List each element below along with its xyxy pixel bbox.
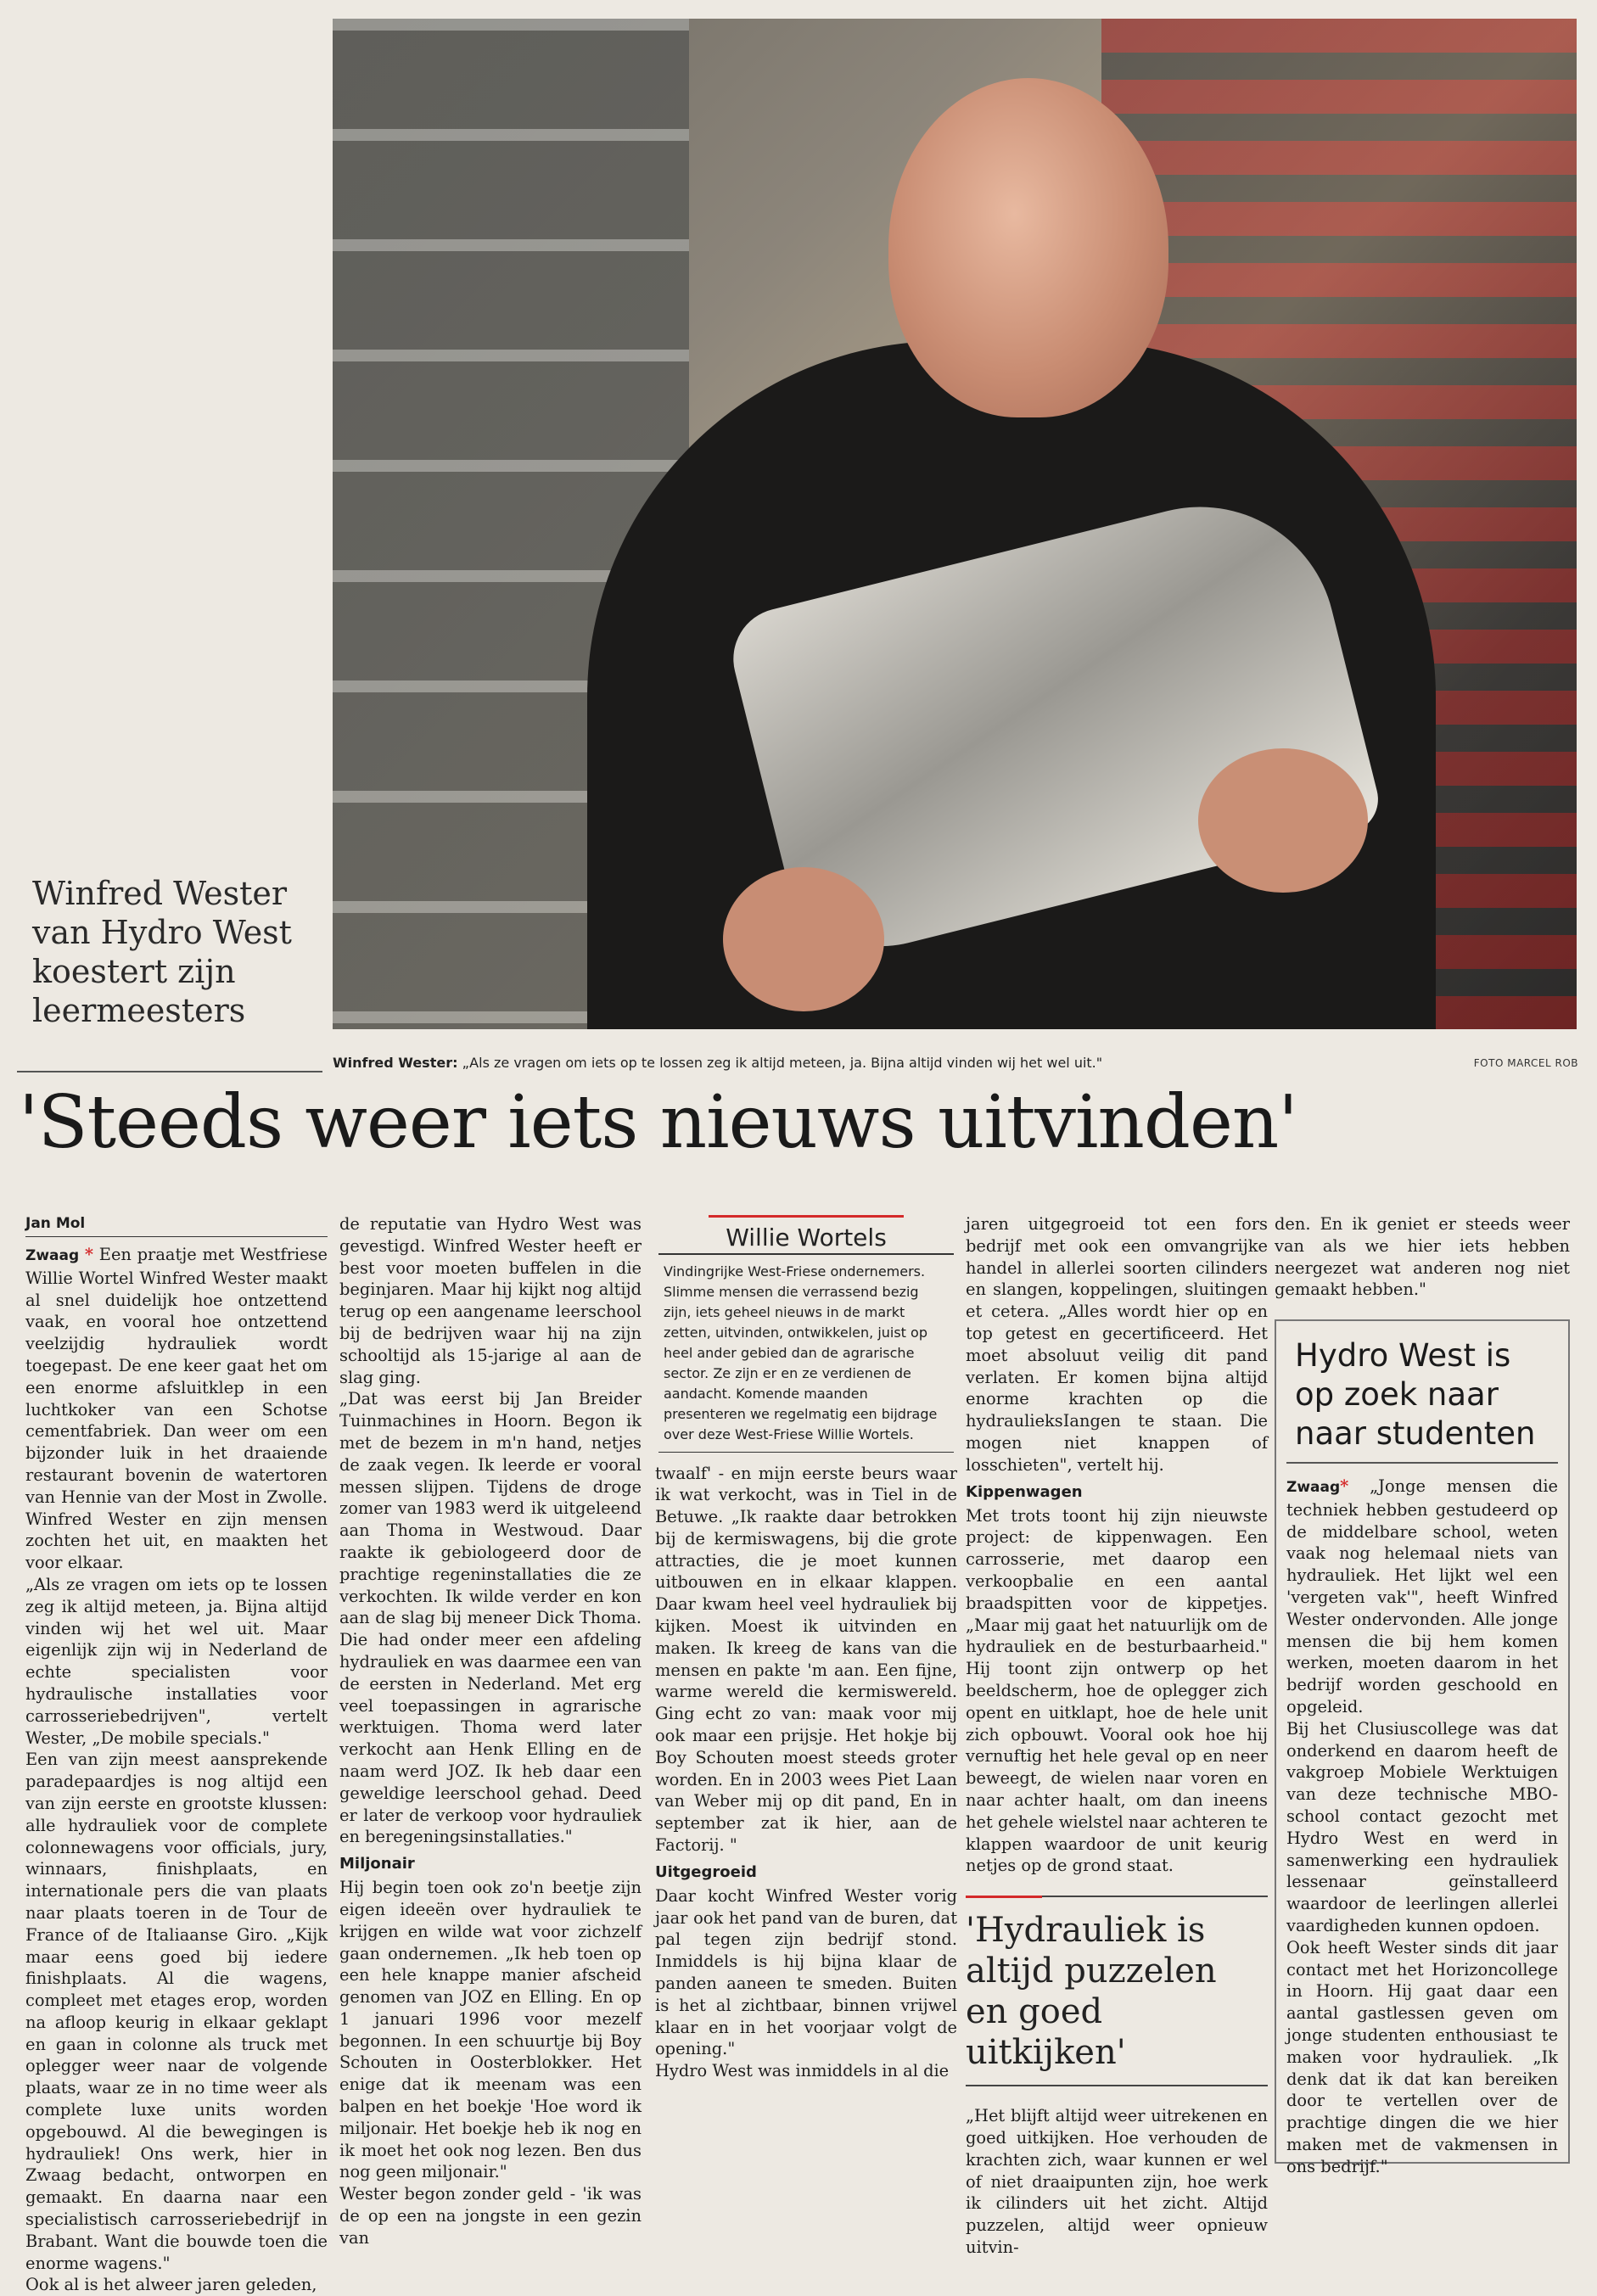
photo-caption xyxy=(333,1055,1393,1071)
byline: Jan Mol xyxy=(25,1213,328,1237)
pull-quote-accent xyxy=(966,1896,1042,1898)
col4-para-1: jaren uitgegroeid tot een fors bedrijf met ook een omvangrijke handel in allerlei soorten cilinders en slangen, koppelingen, sluitingen et cetera. „Alles wordt hier op en top getest en gecertificeerd. Het moet absoluut veilig dit pand verlaten. Er komen bijna altijd enorme krachten op die hydraulieksIangen te staan. Die mogen niet knappen of losschieten", vertelt hij. xyxy=(966,1214,1268,1475)
subhead-uitgegroeid: Uitgegroeid xyxy=(655,1862,757,1881)
col2-para-1: de reputatie van Hydro West was gevestigd. Winfred Wester heeft er best voor moeten buffelen in die beginjaren. Maar hij kijkt nog altijd terug op een aangename leerschool bij de bedrijven waar hij na zijn schooltijd als 15-jarige al aan de slag ging. xyxy=(339,1214,642,1387)
col5-para-1: den. En ik geniet er steeds weer van als we hier iets hebben neergezet wat anderen nog niet gemaakt hebben." xyxy=(1275,1214,1570,1300)
col4-para-2: Met trots toont hij zijn nieuwste project: de kippenwagen. Een carrosserie, met daarop een verkoopbalie en een aantal braadspitten voor de kippetjes. „Maar mij gaat het natuurlijk om de hydrauliek en de besturbaarheid." Hij toont zijn ontwerp op het beeldscherm, hoe de oplegger zich opent en uitklapt, hoe de hele unit zich opbouwt. Vooral ook hoe hij vernuftig het hele geval op en neer beweegt, de wielen naar voren en naar achter haalt, om dan ineens het gehele wielstel naar achteren te klappen waardoor de unit keurig netjes op de grond staat. xyxy=(966,1505,1268,1876)
caption-text: „Als ze vragen om iets op te lossen zeg ik altijd meteen, ja. Bijna altijd vinden wij het wel uit." xyxy=(457,1055,1103,1071)
dateline: Zwaag xyxy=(25,1247,80,1264)
caption-name: Winfred Wester: xyxy=(333,1055,458,1071)
column-2 xyxy=(339,1213,642,2249)
col3-para-3: Hydro West was inmiddels in al die xyxy=(655,2061,950,2081)
column-1 xyxy=(25,1213,328,2296)
sidebar-dateline: Zwaag xyxy=(1286,1479,1341,1496)
col1-para-3: Een van zijn meest aansprekende paradepaardjes is nog altijd een van zijn eerste en grootste klussen: alle hydrauliek voor de complete colonnewagens voor officials, jury, winnaars, finishplaats, en internationale pers die van plaats naar plaats toeren in de Tour de France of de Italiaanse Giro. „Kijk maar eens goed bij iedere finishplaats. Al die wagens, compleet met etages erop, worden na afloop keurig in elkaar geklapt en gaan in colonne als truck met oplegger weer naar de volgende plaats, waar ze in no time weer als complete luxe units worden opgebouwd. Al die bewegingen is hydrauliek! Ons werk, hier in Zwaag bedacht, ontworpen en gemaakt. En daarna naar een specialistisch carrosseriebedrijf in Brabant. Want die bouwde toen die enorme wagens." xyxy=(25,1750,328,2273)
photo-credit: FOTO MARCEL ROB xyxy=(1473,1057,1578,1069)
article-photo xyxy=(333,19,1577,1029)
infobox-willie-wortels xyxy=(655,1215,957,1453)
sidebar-para-1 xyxy=(1286,1476,1558,1718)
col4-para-3: „Het blijft altijd weer uitrekenen en goed uitkijken. Hoe verhouden de krachten zich, waar kunnen er wel of niet draaipunten zijn, hoe werk ik cilinders uit het zicht. Altijd puzzelen, altijd weer opnieuw uitvin- xyxy=(966,2106,1268,2257)
sidebar-star: * xyxy=(1340,1476,1349,1496)
infobox-rule xyxy=(658,1253,954,1255)
col2-para-2: „Dat was eerst bij Jan Breider Tuinmachines in Hoorn. Begon ik met de bezem in m'n hand, netjes de zaak vegen. Ik leerde er vooral messen slijpen. Tijdens de droge zomer van 1983 werd ik uitgeleend aan Thoma in Westwoud. Daar raakte ik gebiologeerd door de prachtige regeninstallaties die ze verkochten. Ik wilde verder en kon aan de slag bij meneer Dick Thoma. Die had onder meer een afdeling hydrauliek en was daarmee een van de eersten in Nederland. Met erg veel toepassingen in agrarische werktuigen. Thoma werd later verkocht aan Henk Elling en de naam werd JOZ. Ik heb daar een geweldige leerschool gehad. Deed er later de verkoop voor hydrauliek en beregeningsinstallaties." xyxy=(339,1389,642,1847)
photo-person-head xyxy=(888,78,1168,417)
col3-para-1: twaalf' - en mijn eerste beurs waar ik wat verkocht, was in Tiel in de Betuwe. „Ik raakte daar betrokken bij de kermiswagens, bij die grote attracties, die je moet kunnen uitbouwen en in elkaar klappen. Daar kwam heel veel hydrauliek bij kijken. Moest ik uitvinden en maken. Ik kreeg de kans van die mensen en pakte 'm aan. Een fijne, warme wereld die kermiswereld. Ging echt zo van: maak voor mij ook maar een prijsje. Het hokje bij Boy Schouten moest steeds groter worden. En in 2003 wees Piet Laan van Weber mij op dit pand, En in september zat ik hier, aan de Factorij. " xyxy=(655,1463,957,1856)
sidebar-box xyxy=(1275,1319,1570,2176)
sidebar-body xyxy=(1286,1476,1558,2178)
sidebar-para-2: Bij het Clusiuscollege was dat onderkend en daarom heeft de vakgroep Mobiele Werktuigen van deze technische MBO-school contact gezocht met Hydro West en werd in samenwerking een hydrauliek lessenaar geïnstalleerd waardoor de leerlingen allerlei vaardigheden kunnen opdoen. xyxy=(1286,1718,1558,1935)
photo-hand-right xyxy=(1198,748,1368,893)
infobox-accent-rule xyxy=(709,1215,904,1218)
headline: 'Steeds weer iets nieuws uitvinden' xyxy=(19,1080,1297,1165)
article-kicker: Winfred Wester van Hydro West koestert zijn leermeesters xyxy=(32,875,292,1029)
pull-quote xyxy=(966,1896,1268,2086)
sidebar-text-1: „Jonge mensen die techniek hebben gestudeerd op de middelbare school, weten vaak nog helemaal niets van hydrauliek. Het lijkt wel een 'vergeten vak'", heeft Winfred Wester ondervonden. Alle jonge mensen die bij hem komen werken, moeten daarom in het bedrijf worden geschoold en opgeleid. xyxy=(1286,1476,1558,1716)
col1-para-4: Ook al is het alweer jaren geleden, xyxy=(25,2275,317,2295)
column-5 xyxy=(1275,1213,1570,1301)
col1-para-1 xyxy=(25,1244,328,1574)
sidebar-title: Hydro West is op zoek naar naar studenten xyxy=(1286,1336,1558,1464)
col2-para-4: Wester begon zonder geld - 'ik was de op een na jongste in een gezin van xyxy=(339,2184,642,2248)
photo-hand-left xyxy=(723,867,884,1011)
infobox-title: Willie Wortels xyxy=(726,1224,887,1252)
col1-text-1: Een praatje met Westfriese Willie Wortel Winfred Wester maakt al snel duidelijk hoe ontzettend vaak, en vooral hoe ontzettend veelzijdig hydrauliek wordt toegepast. De ene keer gaat het om een enorme afsluitklep in een luchtkoker van een Schotse cementfabriek. Dan weer om een bijzonder luik in het draaiende restaurant bovenin de watertoren van Hennie van der Most in Zwolle. Winfred Wester en zijn mensen zochten het uit, en maakten het voor elkaar. xyxy=(25,1245,328,1573)
subhead-kippenwagen: Kippenwagen xyxy=(966,1482,1083,1501)
column-3 xyxy=(655,1213,957,2082)
col1-para-2: „Als ze vragen om iets op te lossen zeg ik altijd meteen, ja. Bijna altijd vinden wij het wel uit. Maar eigenlijk zijn wij in Nederland de echte specialisten voor hydraulische installaties voor carrosseriebedrijven", vertelt Wester, „De mobile specials." xyxy=(25,1574,328,1748)
column-4 xyxy=(966,1213,1268,2259)
subhead-miljonair: Miljonair xyxy=(339,1855,415,1873)
col3-para-2: Daar kocht Winfred Wester vorig jaar ook het pand van de buren, dat pal tegen zijn bedrijf stond. Inmiddels is hij bijna klaar de panden aaneen te smeden. Buiten is het al zichtbaar, binnen vrijwel klaar en in het voorjaar volgt de opening." xyxy=(655,1885,957,2059)
infobox-text: Vindingrijke West-Friese ondernemers. Slimme mensen die verrassend bezig zijn, iets geheel nieuws in de markt zetten, uitvinden, ontwikkelen, juist op heel ander gebied dan de agrarische sector. Ze zijn er en ze verdienen de aandacht. Komende maanden presenteren we regelmatig een bijdrage over deze West-Friese Willie Wortels. xyxy=(658,1262,954,1453)
pull-quote-text: 'Hydrauliek is altijd puzzelen en goed uitkijken' xyxy=(966,1911,1217,2073)
sidebar-para-3: Ook heeft Wester sinds dit jaar contact met het Horizoncollege in Hoorn. Hij gaat daar een aantal gastlessen geven om jonge studenten enthousiast te maken voor hydrauliek. „Ik denk dat ik dat kan bereiken door te vertellen over de prachtige dingen die we hier maken met de vakmensen in ons bedrijf." xyxy=(1286,1937,1558,2176)
kicker-rule xyxy=(17,1071,322,1072)
dateline-star: * xyxy=(84,1245,94,1264)
col2-para-3: Hij begin toen ook zo'n beetje zijn eigen ideeën over hydrauliek te krijgen en wilde wat voor zichzelf gaan ondernemen. „Ik heb toen op een hele knappe manier afscheid genomen van JOZ en Elling. En op 1 januari 1996 voor mezelf begonnen. In een schuurtje bij Boy Schouten in Oosterblokker. Het enige dat ik meenam was een balpen en het boekje 'Hoe word ik miljonair. Het boekje heb ik nog en ik moet het ook nog lezen. Ben dus nog geen miljonair." xyxy=(339,1878,642,2182)
